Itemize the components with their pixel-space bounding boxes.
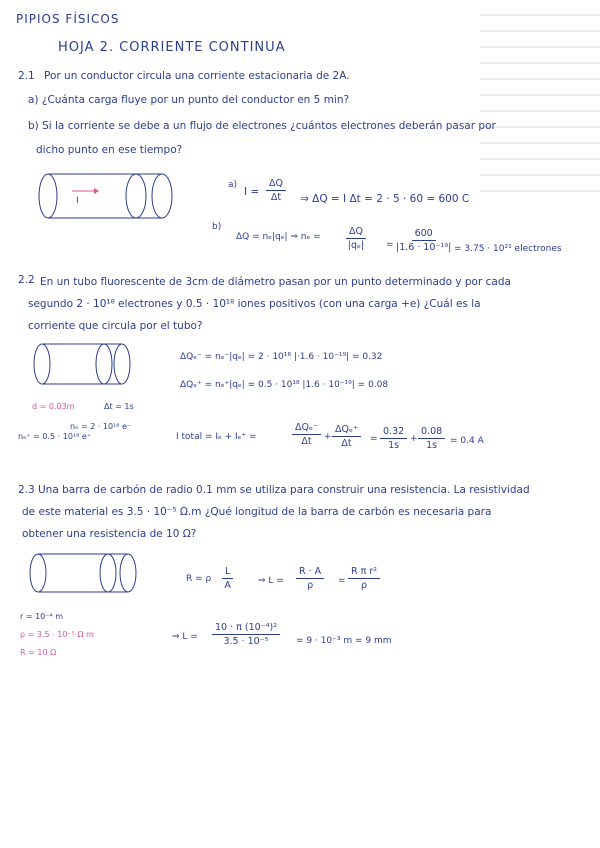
result-text: = 0.4 A <box>450 436 484 446</box>
conductor-cylinder-figure <box>36 170 176 222</box>
sheet-title: HOJA 2. CORRIENTE CONTINUA <box>58 40 286 55</box>
numerator: ΔQ <box>346 226 366 239</box>
denominator: ρ <box>307 580 314 591</box>
equation-text: ΔQₑ⁺ = nₑ⁺|qₑ| = 0.5 · 10¹⁸ |1.6 · 10⁻¹⁹| = 0.08 <box>180 380 389 390</box>
denominator: 3.5 · 10⁻⁵ <box>223 636 269 647</box>
numerator: L <box>222 566 233 579</box>
fraction <box>292 422 321 447</box>
problem-text-line: segundo 2 · 10¹⁸ electrones y 0.5 · 10¹⁸ iones positivos (con una carga +e) ¿Cuál es la <box>28 298 481 310</box>
fraction <box>348 566 380 591</box>
equation-text: + <box>410 434 418 444</box>
equation-text: I total = Iₑ + Iₑ⁺ = <box>176 432 257 442</box>
fraction <box>346 226 366 251</box>
fraction <box>212 622 280 647</box>
numerator: 0.08 <box>418 426 445 439</box>
numerator: ΔQₑ⁻ <box>292 422 321 435</box>
equation-text: ⇒ L = <box>172 632 198 642</box>
equation-text: ⇒ L = <box>258 576 284 586</box>
problem-text-line: dicho punto en ese tiempo? <box>36 144 183 156</box>
problem-text-line: corriente que circula por el tubo? <box>28 320 203 332</box>
problem-text-line: b) Si la corriente se debe a un flujo de electrones ¿cuántos electrones deberán pasar por <box>28 120 496 132</box>
denominator: Δt <box>301 436 312 447</box>
ion-count-label: nₑ⁺ = 0.5 · 10¹⁸ e⁺ <box>18 432 92 441</box>
denominator: |qₑ| <box>347 240 365 251</box>
fraction <box>418 426 445 451</box>
denominator: Δt <box>341 438 352 449</box>
electron-count-label: nₑ = 2 · 10¹⁸ e⁻ <box>70 422 132 431</box>
problem-text-line: de este material es 3.5 · 10⁻⁵ Ω.m ¿Qué longitud de la barra de carbón es necesaria para <box>22 506 492 518</box>
bleed-through-marks <box>480 0 600 600</box>
fraction <box>332 424 361 449</box>
fraction <box>296 566 324 591</box>
equation-text: R = ρ <box>186 574 212 584</box>
denominator: ρ <box>361 580 368 591</box>
problem-text-line: obtener una resistencia de 10 Ω? <box>22 528 197 540</box>
time-label: Δt = 1s <box>104 402 134 411</box>
equation-text: ΔQₑ⁻ = nₑ⁻|qₑ| = 2 · 10¹⁸ |·1.6 · 10⁻¹⁹| = 0.32 <box>180 352 383 362</box>
equation-text: I = <box>244 186 260 198</box>
resistivity-label: ρ = 3.5 · 10⁻⁵ Ω m <box>20 630 94 639</box>
result-text: = 3.75 · 10²¹ electrones <box>454 244 562 254</box>
denominator: |1.6 · 10⁻¹⁹| <box>396 242 452 253</box>
numerator: 600 <box>412 228 436 241</box>
numerator: R · A <box>296 566 324 579</box>
numerator: 10 · π (10⁻⁴)² <box>212 622 280 635</box>
notebook-label: PIPIOS FÍSICOS <box>16 12 120 26</box>
resistance-label: R = 10 Ω <box>20 648 57 657</box>
diameter-label: d = 0.03m <box>32 402 75 411</box>
problem-text-line: En un tubo fluorescente de 3cm de diámetro pasan por un punto determinado y por cada <box>40 276 511 288</box>
part-b-label: b) <box>212 222 222 232</box>
fluorescent-tube-figure <box>32 340 132 388</box>
equation-text: ⇒ ΔQ = I Δt = 2 · 5 · 60 = 600 C <box>300 193 470 205</box>
fraction <box>396 228 451 253</box>
numerator: R π r² <box>348 566 380 579</box>
carbon-bar-figure <box>28 550 140 596</box>
denominator: 1s <box>426 440 438 451</box>
denominator: Δt <box>270 192 282 203</box>
problem-number: 2.2 <box>18 274 35 286</box>
numerator: ΔQₑ⁺ <box>332 424 361 437</box>
radius-label: r = 10⁻⁴ m <box>20 612 64 621</box>
problem-number: 2.1 <box>18 70 35 82</box>
problem-number: 2.3 <box>18 484 35 496</box>
fraction <box>266 178 286 203</box>
equation-text: ΔQ = nₑ|qₑ| ⇒ nₑ = <box>236 232 321 242</box>
numerator: 0.32 <box>380 426 407 439</box>
result-text: = 9 · 10⁻³ m = 9 mm <box>296 636 392 646</box>
problem-text-line: a) ¿Cuánta carga fluye por un punto del conductor en 5 min? <box>28 94 350 106</box>
denominator: 1s <box>388 440 400 451</box>
numerator: ΔQ <box>266 178 286 191</box>
equation-text: = <box>338 576 346 586</box>
problem-text-line: Por un conductor circula una corriente estacionaria de 2A. <box>44 70 350 82</box>
equation-text: + <box>324 432 332 442</box>
problem-text-line: Una barra de carbón de radio 0.1 mm se utiliza para construir una resistencia. La resistividad <box>38 484 530 496</box>
fraction <box>380 426 407 451</box>
denominator: A <box>224 580 231 591</box>
fraction <box>222 566 233 591</box>
equation-text: = <box>370 434 378 444</box>
part-a-label: a) <box>228 180 238 190</box>
current-label: I <box>76 196 79 206</box>
equation-text: = <box>386 240 394 250</box>
